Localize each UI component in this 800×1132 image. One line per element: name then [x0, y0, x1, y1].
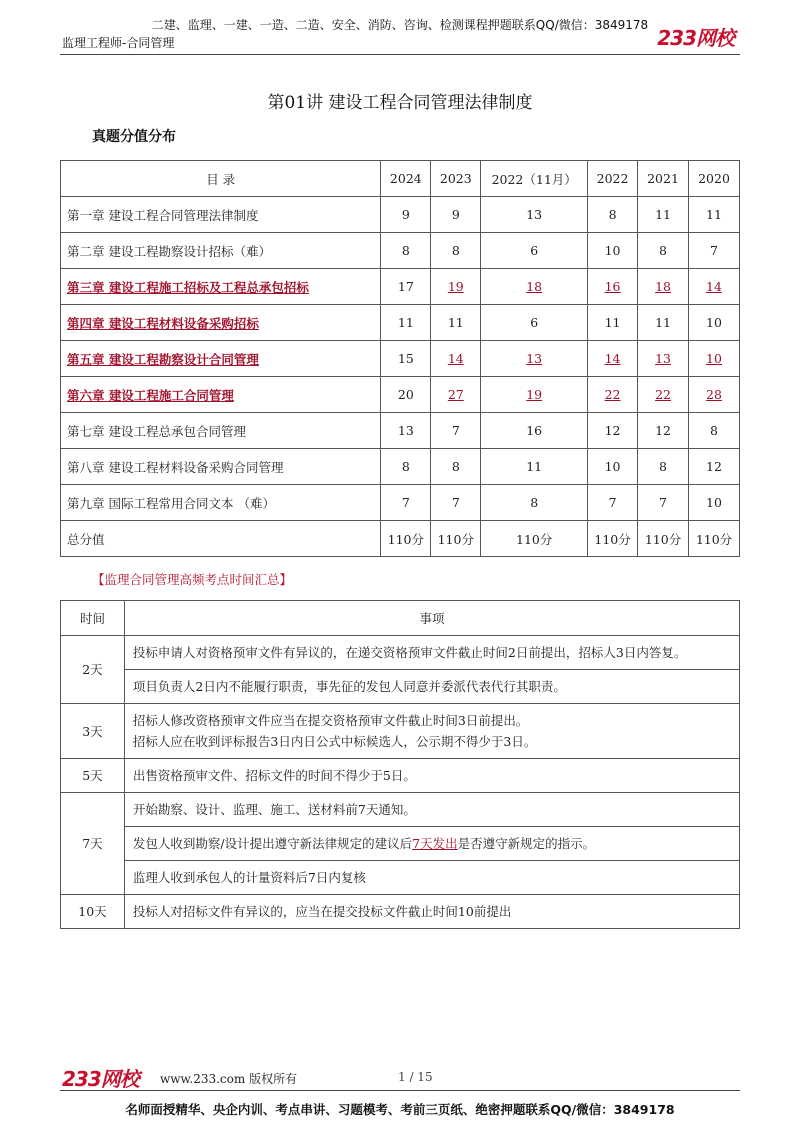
score-cell: 8: [381, 233, 431, 269]
score-cell: 10: [689, 305, 740, 341]
table-row: [61, 793, 740, 827]
item-cell: 监理人收到承包人的计量资料后7日内复核: [124, 861, 739, 895]
time-cell: 7天: [61, 793, 125, 895]
column-header: 2023: [431, 161, 481, 197]
time-cell: 2天: [61, 636, 125, 704]
column-header: 时间: [61, 601, 125, 636]
score-cell: 11: [689, 197, 740, 233]
table-row: [61, 377, 740, 413]
item-cell: 投标申请人对资格预审文件有异议的，在递交资格预审文件截止时间2日前提出，招标人3日内答复。: [124, 636, 739, 670]
footer-slogan: 名师面授精华、央企内训、考点串讲、习题模考、考前三页纸、绝密押题联系QQ/微信：3849178: [125, 1102, 675, 1117]
score-cell: 11: [638, 197, 689, 233]
footer-logo: 233网校: [62, 1067, 139, 1091]
table-row: [61, 636, 740, 670]
total-cell: 110分: [689, 521, 740, 557]
total-cell: 110分: [431, 521, 481, 557]
score-cell: 10: [689, 341, 740, 377]
chapter-cell: 第二章 建设工程勘察设计招标（难）: [61, 233, 381, 269]
table-row: [61, 861, 740, 895]
item-cell: 出售资格预审文件、招标文件的时间不得少于5日。: [124, 759, 739, 793]
table-row: [61, 341, 740, 377]
score-cell: 20: [381, 377, 431, 413]
table-row: [61, 759, 740, 793]
score-cell: 14: [431, 341, 481, 377]
table-row: [61, 704, 740, 759]
score-cell: 6: [481, 305, 588, 341]
column-header: 2022（11月）: [481, 161, 588, 197]
chapter-cell: 第六章 建设工程施工合同管理: [61, 377, 381, 413]
score-cell: 11: [638, 305, 689, 341]
time-cell: 3天: [61, 704, 125, 759]
score-cell: 19: [431, 269, 481, 305]
score-cell: 8: [431, 449, 481, 485]
score-cell: 16: [481, 413, 588, 449]
score-cell: 12: [638, 413, 689, 449]
column-header: 2024: [381, 161, 431, 197]
score-cell: 7: [638, 485, 689, 521]
deadline-summary-table: [60, 600, 740, 929]
total-row: [61, 521, 740, 557]
item-text: 发包人收到勘察/设计提出遵守新法律规定的建议后: [132, 836, 413, 851]
score-cell: 28: [689, 377, 740, 413]
score-cell: 12: [588, 413, 638, 449]
page-title: 第01讲 建设工程合同管理法律制度: [267, 93, 533, 113]
table-row: [61, 895, 740, 929]
score-cell: 10: [588, 233, 638, 269]
score-cell: 13: [381, 413, 431, 449]
score-cell: 22: [588, 377, 638, 413]
score-cell: 8: [638, 233, 689, 269]
score-cell: 7: [588, 485, 638, 521]
score-cell: 8: [381, 449, 431, 485]
column-header: 2022: [588, 161, 638, 197]
score-cell: 11: [588, 305, 638, 341]
item-cell: [124, 704, 739, 759]
time-cell: 5天: [61, 759, 125, 793]
chapter-cell: 第八章 建设工程材料设备采购合同管理: [61, 449, 381, 485]
score-cell: 8: [588, 197, 638, 233]
chapter-cell: 第一章 建设工程合同管理法律制度: [61, 197, 381, 233]
score-cell: 13: [481, 197, 588, 233]
total-cell: 110分: [481, 521, 588, 557]
score-cell: 13: [481, 341, 588, 377]
chapter-cell: 第三章 建设工程施工招标及工程总承包招标: [61, 269, 381, 305]
chapter-cell: 第五章 建设工程勘察设计合同管理: [61, 341, 381, 377]
score-cell: 11: [481, 449, 588, 485]
table-row: [61, 305, 740, 341]
table-header-row: [61, 161, 740, 197]
chapter-cell: 第九章 国际工程常用合同文本 （难）: [61, 485, 381, 521]
header-course-label: 监理工程师-合同管理: [62, 36, 175, 50]
table-header-row: [61, 601, 740, 636]
item-cell: 投标人对招标文件有异议的，应当在提交投标文件截止时间10前提出: [124, 895, 739, 929]
footer-divider: [60, 1090, 740, 1091]
score-cell: 27: [431, 377, 481, 413]
total-cell: 110分: [638, 521, 689, 557]
score-cell: 7: [431, 413, 481, 449]
score-cell: 14: [588, 341, 638, 377]
table-row: [61, 233, 740, 269]
chapter-cell: 第四章 建设工程材料设备采购招标: [61, 305, 381, 341]
score-distribution-table: [60, 160, 740, 557]
table-row: [61, 485, 740, 521]
page-number: 1 / 15: [398, 1070, 433, 1084]
score-cell: 10: [588, 449, 638, 485]
score-cell: 8: [638, 449, 689, 485]
score-cell: 7: [689, 233, 740, 269]
table-row: [61, 827, 740, 861]
item-cell: 项目负责人2日内不能履行职责，事先征的发包人同意并委派代表代行其职责。: [124, 670, 739, 704]
section-title: 真题分值分布: [92, 129, 176, 145]
table-row: [61, 670, 740, 704]
score-cell: 7: [381, 485, 431, 521]
score-cell: 7: [431, 485, 481, 521]
column-header: 事项: [124, 601, 739, 636]
score-cell: 8: [689, 413, 740, 449]
score-cell: 10: [689, 485, 740, 521]
chapter-cell: 第七章 建设工程总承包合同管理: [61, 413, 381, 449]
table-row: [61, 449, 740, 485]
score-cell: 17: [381, 269, 431, 305]
item-line: 招标人修改资格预审文件应当在提交资格预审文件截止时间3日前提出。: [132, 713, 529, 728]
score-cell: 18: [638, 269, 689, 305]
score-cell: 18: [481, 269, 588, 305]
score-cell: 11: [381, 305, 431, 341]
header-divider: [60, 54, 740, 55]
item-line: 招标人应在收到评标报告3日内日公式中标候选人，公示期不得少于3日。: [132, 734, 537, 749]
footer-copyright: www.233.com 版权所有: [160, 1072, 298, 1086]
total-cell: 110分: [381, 521, 431, 557]
score-cell: 6: [481, 233, 588, 269]
highlighted-deadline: 7天发出: [412, 836, 458, 851]
item-cell: 开始勘察、设计、监理、施工、送材料前7天通知。: [124, 793, 739, 827]
score-cell: 13: [638, 341, 689, 377]
score-cell: 8: [481, 485, 588, 521]
total-label: 总分值: [61, 521, 381, 557]
table-row: [61, 269, 740, 305]
score-cell: 16: [588, 269, 638, 305]
column-header: 目 录: [61, 161, 381, 197]
score-cell: 22: [638, 377, 689, 413]
highlight-section-title: 【监理合同管理高频考点时间汇总】: [92, 572, 293, 587]
score-cell: 11: [431, 305, 481, 341]
score-cell: 14: [689, 269, 740, 305]
score-cell: 9: [431, 197, 481, 233]
score-cell: 19: [481, 377, 588, 413]
score-cell: 9: [381, 197, 431, 233]
time-cell: 10天: [61, 895, 125, 929]
item-text: 是否遵守新规定的指示。: [457, 836, 596, 851]
table-row: [61, 413, 740, 449]
column-header: 2020: [689, 161, 740, 197]
header-contact-line: 二建、监理、一建、一造、二造、安全、消防、咨询、检测课程押题联系QQ/微信：3849178: [151, 18, 649, 32]
total-cell: 110分: [588, 521, 638, 557]
score-cell: 15: [381, 341, 431, 377]
column-header: 2021: [638, 161, 689, 197]
score-cell: 8: [431, 233, 481, 269]
item-cell: [124, 827, 739, 861]
score-cell: 12: [689, 449, 740, 485]
site-logo: 233网校: [657, 26, 734, 50]
table-row: [61, 197, 740, 233]
